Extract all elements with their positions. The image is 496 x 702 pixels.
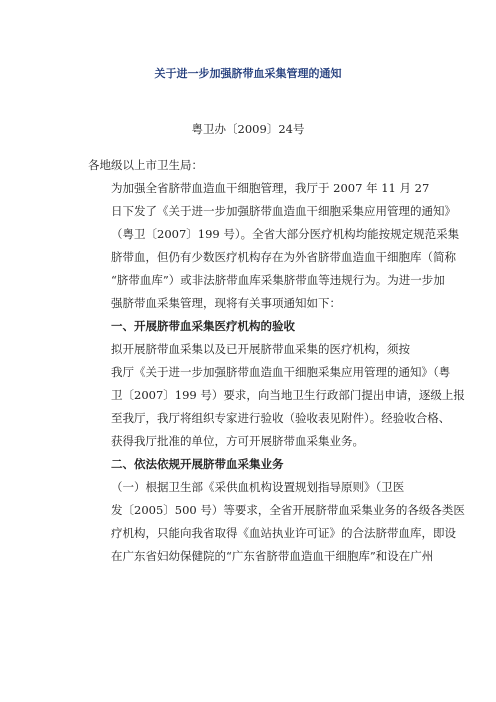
section-1-paragraph: [88, 338, 465, 453]
text-line: “脐带血库”）或非法脐带血库采集脐带血等违规行为。为进一步加: [111, 273, 445, 287]
section-heading-2: 二、依法依规开展脐带血采集业务: [111, 457, 284, 471]
text-line: 获得我厅批准的单位，方可开展脐带血采集业务。: [111, 434, 364, 448]
text-line: 发〔2005〕500 号）等要求，全省开展脐带血采集业务的各级各类医: [111, 503, 465, 517]
text-line: （粤卫〔2007〕199 号）。全省大部分医疗机构均能按规定规范采集: [111, 227, 460, 241]
text-line: 卫〔2007〕199 号）要求，向当地卫生行政部门提出申请，逐级上报: [111, 388, 465, 402]
text-line: 我厅《关于进一步加强脐带血造血干细胞采集应用管理的通知》（粤: [111, 365, 451, 379]
text-line: 日下发了《关于进一步加强脐带血造血干细胞采集应用管理的通知》: [111, 204, 456, 218]
salutation: 各地级以上市卫生局：: [88, 158, 203, 172]
section-heading-1: 一、开展脐带血采集医疗机构的验收: [111, 319, 295, 333]
text-line: 拟开展脐带血采集以及已开展脐带血采集的医疗机构，须按: [111, 342, 410, 356]
text-line: 至我厅，我厅将组织专家进行验收（验收表见附件）。经验收合格、: [111, 411, 451, 425]
text-line: 疗机构，只能向我省取得《血站执业许可证》的合法脐带血库，即设: [111, 526, 456, 540]
document-number: 粤卫办〔2009〕24号: [191, 122, 305, 136]
text-line: （一）根据卫生部《采供血机构设置规划指导原则》（卫医: [111, 480, 405, 494]
text-line: 强脐带血采集管理，现将有关事项通知如下：: [111, 296, 341, 310]
text-line: 为加强全省脐带血造血干细胞管理，我厅于 2007 年 11 月 27: [111, 181, 430, 195]
text-line: 脐带血，但仍有少数医疗机构存在为外省脐带血造血干细胞库（简称: [111, 250, 456, 264]
document-title: 关于进一步加强脐带血采集管理的通知: [154, 67, 342, 80]
document-body: [88, 154, 465, 568]
intro-paragraph: [88, 177, 460, 315]
section-2-paragraph: [88, 476, 465, 568]
text-line: 在广东省妇幼保健院的“广东省脐带血造血干细胞库”和设在广州: [111, 549, 434, 563]
